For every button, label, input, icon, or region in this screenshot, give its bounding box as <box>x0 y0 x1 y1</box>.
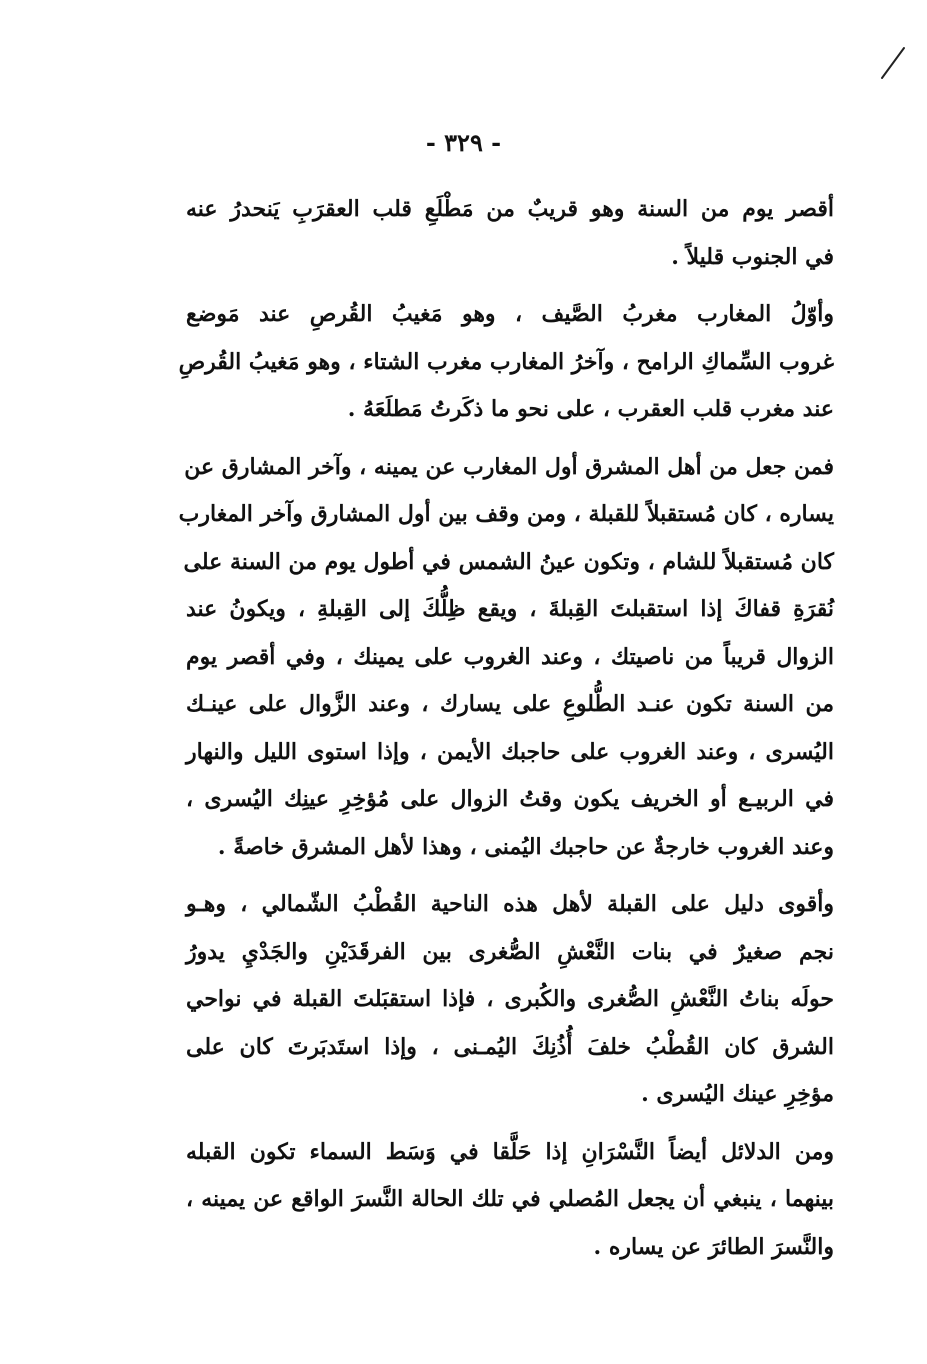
paragraph-1 <box>186 186 834 281</box>
text-line: نجم صغيرٌ في بنات النَّعْشِ الصُّغرى بين الفرقَدَيْنِ والجَدْيِ يدورُ <box>186 938 834 965</box>
paragraph-3 <box>178 444 834 872</box>
text-line: في الجنوب قليلاً . <box>671 243 834 270</box>
text-line: ومن الدلائل أيضاً النَّسْرَانِ إذا حَلَّقا في وَسَط السماء تكون القبله <box>186 1138 834 1165</box>
text-line: فمن جعل من أهل المشرق أول المغارب عن يمينه ، وآخر المشارق عن <box>184 453 834 480</box>
text-line: مؤخِرِ عينك اليُسرى . <box>641 1081 834 1107</box>
text-line: من السنة تكون عنـد الطُّلوعِ على يسارك ، وعند الزَّوال على عينـك <box>186 691 834 717</box>
text-line: الشرق كان القُطْبُ خلفَ أُذُنِكَ اليُمـنى ، وإذا استَدبَرتَ كان على <box>186 1033 834 1060</box>
text-line: غروب السِّماكِ الرامح ، وآخرُ المغارب مغرب الشتاء ، وهو مَغيبُ القُرصِ <box>178 348 834 375</box>
pen-stroke-mark <box>878 46 908 80</box>
page-number: - ٣٢٩ - <box>425 128 502 157</box>
paragraph-5 <box>186 1129 834 1272</box>
paragraph-2 <box>178 291 834 434</box>
text-line: نُقرَةِ قفاكَ إذا استقبلتَ القِبلةَ ، ويقع ظِلُّكَ إلى القِبلةِ ، ويكونُ عند <box>186 596 834 622</box>
body-text <box>178 186 834 1271</box>
text-line: بينهما ، ينبغي أن يجعل المُصلي في تلك الحالة النَّسرَ الواقع عن يمينه ، <box>186 1186 834 1212</box>
text-line: في الربيـع أو الخريف يكون وقتُ الزوال على مُؤخِرِ عينِك اليُسرى ، <box>186 786 834 812</box>
text-line: وأوّلُ المغارب مغربُ الصَّيف ، وهو مَغيبُ القُرصِ عند مَوضع <box>186 301 834 327</box>
text-line: أقصر يوم من السنة وهو قريبٌ من مَطْلَعِ قلب العقرَبِ يَنحدرُ عنه <box>186 196 834 222</box>
text-line: يساره ، كان مُستقبلاً للقبلة ، ومن وقف بين أول المشارق وآخر المغارب <box>178 501 834 527</box>
text-line: اليُسرى ، وعند الغروب على حاجبك الأيمن ، وإذا استوى الليل والنهار <box>186 738 834 765</box>
text-line: الزوال قريباً من ناصيتك ، وعند الغروب على يمينك ، وفي أقصر يوم <box>186 643 834 670</box>
paragraph-4 <box>186 881 834 1119</box>
text-line: عند مغرب قلب العقرب ، على نحو ما ذكَرتُ مَطلَعَهُ . <box>347 396 834 422</box>
text-line: والنَّسرَ الطائرَ عن يساره . <box>593 1233 834 1260</box>
text-line: وعند الغروب خارجةٌ عن حاجبك اليُمنى ، وهذا لأهل المشرق خاصةً . <box>217 833 834 860</box>
text-line: حولَه بناتُ النَّعْشِ الصُّغرى والكُبرى ، فإذا استقبَلتَ القبلة في نواحي <box>186 986 834 1012</box>
text-line: وأقوى دليل على القبلة لأهل هذه الناحية القُطْبُ الشّمالي ، وهـو <box>186 891 834 917</box>
text-line: كان مُستقبلاً للشام ، وتكون عينُ الشمس في أطول يوم من السنة على <box>183 548 834 575</box>
